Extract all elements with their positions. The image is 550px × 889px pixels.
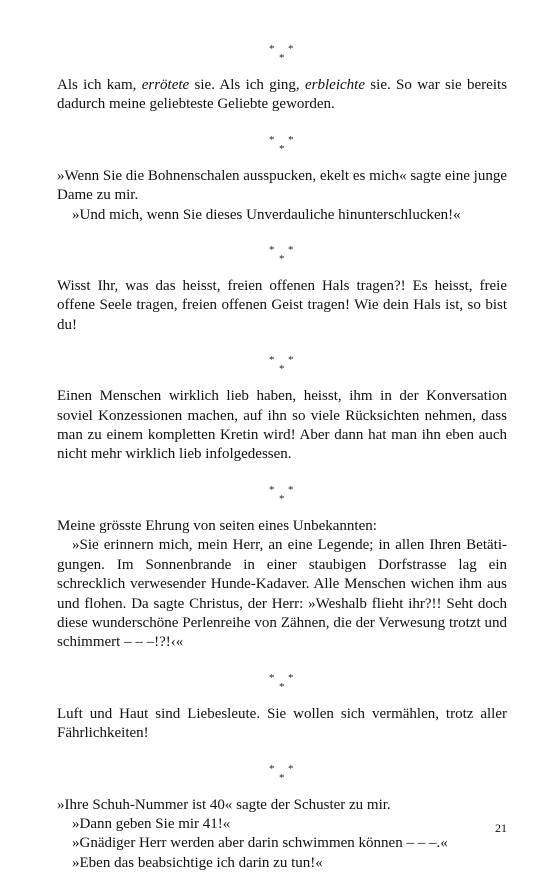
text-section: [57, 796, 507, 874]
text-section: [57, 76, 507, 115]
text-run: »Ihre Schuh-Nummer ist 40« sagte der Schuster zu mir.: [57, 796, 391, 813]
text-run: Als ich kam,: [57, 77, 142, 93]
text-run: »Wenn Sie die Bohnenschalen ausspucken, ekelt es mich« sagte eine junge Dame zu mir.: [57, 167, 507, 204]
asterisk: *: [269, 354, 275, 367]
paragraph: [57, 206, 507, 225]
text-run: Wisst Ihr, was das heisst, freien offenen Hals tragen?! Es heisst, freie offene Seele tragen, freien offenen Geist tragen! Wie dein Hals ist, so bist du!: [57, 278, 507, 333]
text-run: Einen Menschen wirklich lieb haben, heisst, ihm in der Konversation soviel Konzessionen machen, auf ihn so viele Rücksichten nehmen, dass man zu einem kompletten Kretin wird! Aber dann hat man ihn eben auch nicht mehr wirklich lieb infolgedessen.: [57, 388, 507, 463]
paragraph: [57, 387, 507, 465]
page-body: [57, 40, 507, 889]
asterisk: *: [288, 762, 294, 775]
asterisk: *: [269, 43, 275, 55]
text-run: »Dann geben Sie mir 41!«: [72, 815, 231, 832]
asterisk: *: [269, 133, 275, 146]
paragraph: [57, 76, 507, 115]
asterisk: *: [288, 133, 294, 146]
asterism-separator: [57, 40, 507, 62]
page-number: 21: [495, 821, 507, 835]
asterisk: *: [279, 492, 285, 505]
asterism-separator: [57, 241, 507, 266]
asterism-separator: [57, 760, 507, 782]
paragraph: [57, 517, 507, 536]
text-run: sie. So war sie bereits dadurch meine geliebteste Geliebte geworden.: [57, 77, 507, 113]
text-run: Meine grösste Ehrung von seiten eines Unbekannten:: [57, 517, 377, 534]
asterisk: *: [279, 142, 285, 155]
asterisk: *: [269, 244, 275, 257]
paragraph: [57, 705, 507, 744]
asterisk: *: [288, 354, 294, 367]
paragraph: [57, 167, 507, 206]
paragraph: [57, 277, 507, 335]
emphasis-text: erbleichte: [305, 77, 365, 93]
asterisk: *: [269, 762, 275, 775]
text-section: [57, 277, 507, 335]
text-section: [57, 705, 507, 744]
asterism-separator: [57, 481, 507, 503]
asterisk: *: [269, 671, 275, 684]
asterisk: *: [279, 680, 285, 693]
text-run: »Gnädiger Herr werden aber darin schwimmen können – – –.«: [72, 835, 448, 852]
asterisk: *: [279, 771, 285, 784]
asterisk: *: [288, 244, 294, 257]
text-section: [57, 517, 507, 653]
asterisk: *: [279, 253, 285, 266]
paragraph: [57, 796, 507, 815]
asterisk: *: [288, 483, 294, 496]
paragraph: [57, 815, 507, 834]
text-section: [57, 167, 507, 225]
text-run: »Und mich, wenn Sie dieses Unverdauliche hinunterschlucken!«: [72, 206, 461, 223]
paragraph: [57, 536, 507, 652]
text-section: [57, 387, 507, 465]
text-run: »Sie erinnern mich, mein Herr, an eine Legende; in allen Ihren Betätigungen. Im Sonnenbrande in einer staubigen Dorfstrasse lag ein schrecklich verwesender Hunde-Kadaver. Alle Menschen wichen ihm aus und flohen. Da sagte Christus, der Herr: »Weshalb flieht ihr?!! Seht doch diese wunderschöne Perlenreihe von Zähnen, die der Verwesung trotzt und schimmert – – –!?!‹«: [57, 537, 507, 651]
asterism-separator: [57, 131, 507, 153]
text-run: sie. Als ich ging,: [189, 77, 305, 93]
asterisk: *: [269, 483, 275, 496]
text-run: Luft und Haut sind Liebesleute. Sie wollen sich vermählen, trotz aller Fährlichkeiten!: [57, 705, 507, 742]
asterism-separator: [57, 669, 507, 691]
emphasis-text: errötete: [141, 77, 190, 93]
paragraph: [57, 834, 507, 853]
asterism-separator: [57, 351, 507, 376]
paragraph: [57, 854, 507, 873]
text-run: »Eben das beabsichtige ich darin zu tun!«: [72, 854, 323, 871]
asterisk: *: [279, 52, 285, 64]
asterisk: *: [288, 671, 294, 684]
asterisk: *: [279, 363, 285, 376]
asterisk: *: [288, 43, 294, 55]
